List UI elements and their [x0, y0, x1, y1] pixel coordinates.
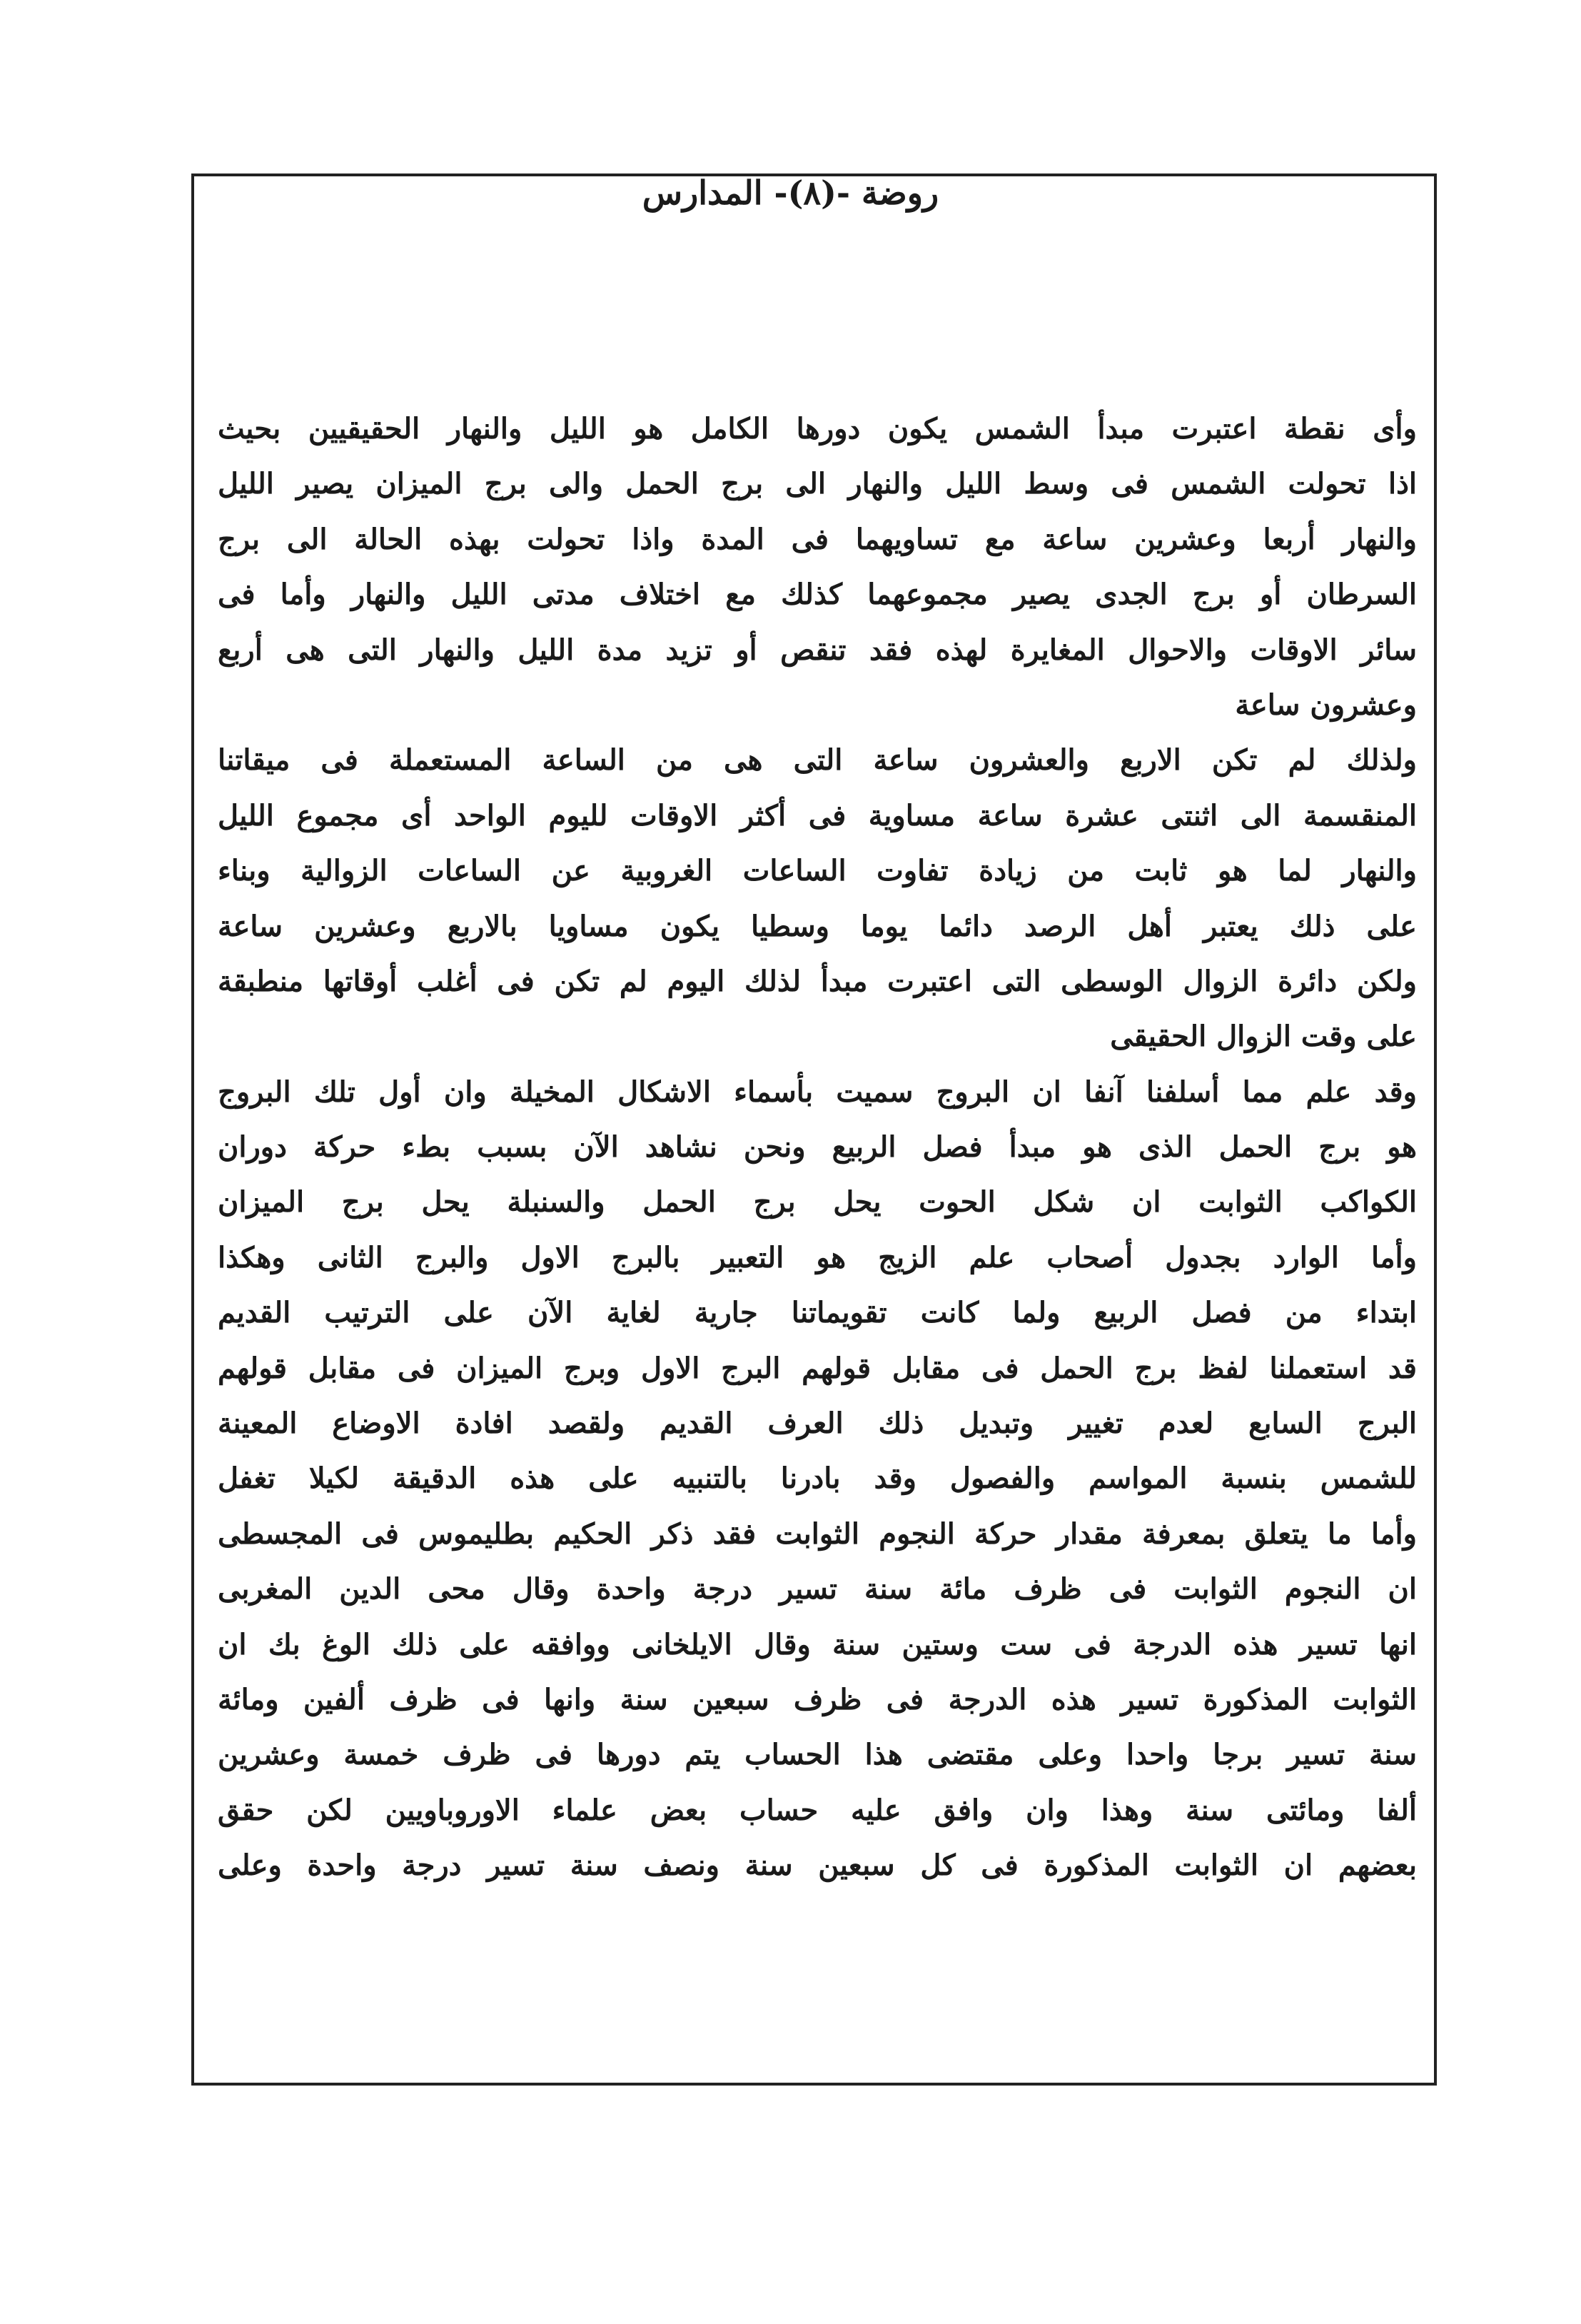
text-line: للشمس بنسبة المواسم والفصول وقد بادرنا بالتنبيه على هذه الدقيقة لكيلا تغفل: [218, 1462, 1417, 1496]
text-line: ولذلك لم تكن الاربع والعشرون ساعة التى هى من الساعة المستعملة فى ميقاتنا: [218, 743, 1417, 778]
page-header: روضة -(٨)- المدارس: [642, 173, 939, 212]
text-line: وعشرون ساعة: [1235, 688, 1417, 722]
text-line: ابتداء من فصل الربيع ولما كانت تقويماتنا جارية لغاية الآن على الترتيب القديم: [218, 1296, 1417, 1330]
text-line: اذا تحولت الشمس فى وسط الليل والنهار الى برج الحمل والى برج الميزان يصير الليل: [218, 467, 1417, 501]
text-line: والنهار أربعا وعشرين ساعة مع تساويهما فى المدة واذا تحولت بهذه الحالة الى برج: [218, 522, 1417, 556]
text-line: وأما ما يتعلق بمعرفة مقدار حركة النجوم الثوابت فقد ذكر الحكيم بطليموس فى المجسطى: [218, 1516, 1417, 1551]
text-line: الكواكب الثوابت ان شكل الحوت يحل برج الحمل والسنبلة يحل برج الميزان: [218, 1185, 1417, 1219]
text-line: ان النجوم الثوابت فى ظرف مائة سنة تسير درجة واحدة وقال محى الدين المغربى: [218, 1572, 1417, 1606]
text-line: على ذلك يعتبر أهل الرصد دائما يوما وسطيا يكون مساويا بالاربع وعشرين ساعة: [218, 909, 1417, 943]
text-line: المنقسمة الى اثنتى عشرة ساعة مساوية فى أكثر الاوقات لليوم الواحد أى مجموع الليل: [218, 798, 1417, 832]
text-line: على وقت الزوال الحقيقى: [1110, 1020, 1417, 1054]
text-line: هو برج الحمل الذى هو مبدأ فصل الربيع ونحن نشاهد الآن بسبب بطء حركة دوران: [218, 1130, 1417, 1164]
text-line: ولكن دائرة الزوال الوسطى التى اعتبرت مبدأ لذلك اليوم لم تكن فى أغلب أوقاتها منطبقة: [218, 964, 1417, 998]
text-line: قد استعملنا لفظ برج الحمل فى مقابل قولهم البرج الاول وبرج الميزان فى مقابل قولهم: [218, 1351, 1417, 1385]
text-line: انها تسير هذه الدرجة فى ست وستين سنة وقال الايلخانى ووافقه على ذلك الوغ بك ان: [218, 1627, 1417, 1661]
text-line: والنهار لما هو ثابت من زيادة تفاوت الساعات الغروبية عن الساعات الزوالية وبناء: [218, 854, 1417, 888]
text-line: وأى نقطة اعتبرت مبدأ الشمس يكون دورها الكامل هو الليل والنهار الحقيقيين بحيث: [218, 412, 1417, 446]
text-line: ألفا ومائتى سنة وهذا وان وافق عليه حساب بعض علماء الاوروباويين لكن حقق: [218, 1793, 1417, 1827]
text-line: سائر الاوقات والاحوال المغايرة لهذه فقد تنقص أو تزيد مدة الليل والنهار التى هى أربع: [218, 633, 1417, 667]
text-line: وأما الوارد بجدول أصحاب علم الزيج هو التعبير بالبرج الاول والبرج الثانى وهكذا: [218, 1240, 1417, 1274]
text-line: بعضهم ان الثوابت المذكورة فى كل سبعين سنة ونصف سنة تسير درجة واحدة وعلى: [218, 1848, 1417, 1883]
text-line: سنة تسير برجا واحدا وعلى مقتضى هذا الحساب يتم دورها فى ظرف خمسة وعشرين: [218, 1738, 1417, 1772]
text-line: البرج السابع لعدم تغيير وتبديل ذلك العرف القديم ولقصد افادة الاوضاع المعينة: [218, 1407, 1417, 1441]
text-body: [218, 401, 1417, 1893]
text-line: الثوابت المذكورة تسير هذه الدرجة فى ظرف سبعين سنة وانها فى ظرف ألفين ومائة: [218, 1682, 1417, 1716]
text-line: وقد علم مما أسلفنا آنفا ان البروج سميت بأسماء الاشكال المخيلة وان أول تلك البروج: [218, 1075, 1417, 1109]
text-line: السرطان أو برج الجدى يصير مجموعهما كذلك مع اختلاف مدتى الليل والنهار وأما فى: [218, 578, 1417, 612]
